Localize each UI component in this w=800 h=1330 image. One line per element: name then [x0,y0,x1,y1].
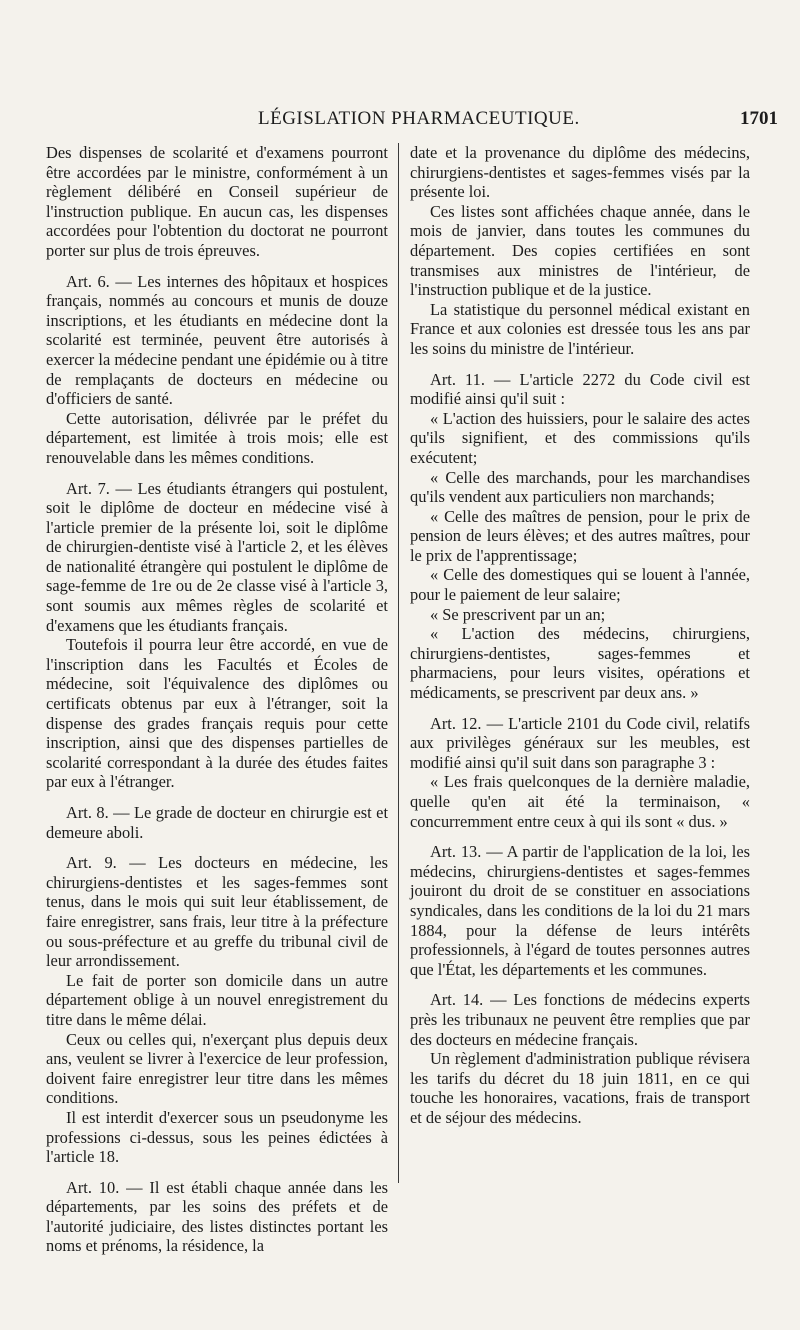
column-divider [398,143,399,1183]
quote-huissiers: « L'action des huissiers, pour le salaire des actes qu'ils signifient, et des commissions qu'ils exécutent; [410,408,750,467]
quote-marchands: « Celle des marchands, pour les marchandises qu'ils vendent aux particuliers non marchands; [410,467,750,507]
quote-medecins: « L'action des médecins, chirurgiens, chirurgiens-dentistes, sages-femmes et pharmaciens, pour leurs visites, opérations et médicaments, se prescrivent par deux ans. » [410,624,750,703]
article-7: Art. 7. — Les étudiants étrangers qui postulent, soit le diplôme de docteur en médecine visé à l'article premier de la présente loi, soit le diplôme de chirurgien-dentiste visé à l'article 2, et les élèves de nationalité étrangère qui postulent le diplôme de sage-femme de 1re ou de 2e classe visé à l'article 3, sont soumis aux mêmes règles de scolarité et d'examens que les étudiants français. [46,478,388,635]
article-13: Art. 13. — A partir de l'application de la loi, les médecins, chirurgiens-dentistes et sages-femmes jouiront du droit de se constituer en associations syndicales, dans les conditions de la loi du 21 mars 1884, pour la défense de leurs intérêts professionnels, à l'égard de toutes personnes autres que l'État, les départements et les communes. [410,842,750,979]
article-8: Art. 8. — Le grade de docteur en chirurgie est et demeure aboli. [46,803,388,842]
quote-maitres-pension: « Celle des maîtres de pension, pour le prix de pension de leurs élèves; et des autres maîtres, pour le prix de l'apprentissage; [410,506,750,565]
article-9: Art. 9. — Les docteurs en médecine, les chirurgiens-dentistes et les sages-femmes sont tenus, dans le mois qui suit leur établissement, de faire enregistrer, sans frais, leur titre à la préfecture ou sous-préfecture et au greffe du tribunal civil de leur arrondissement. [46,853,388,971]
article-12: Art. 12. — L'article 2101 du Code civil, relatifs aux privilèges généraux sur les meubles, est modifié ainsi qu'il suit dans son paragraphe 3 : [410,713,750,772]
paragraph-listes: Ces listes sont affichées chaque année, dans le mois de janvier, dans toutes les communes du département. Des copies certifiées en sont transmises aux ministres de l'intérieur, de l'instruction publique et de la justice. [410,201,750,300]
article-11: Art. 11. — L'article 2272 du Code civil est modifié ainsi qu'il suit : [410,369,750,409]
paragraph-reglement: Un règlement d'administration publique révisera les tarifs du décret du 18 juin 1811, en ce qui touche les honoraires, vacations, frais de transport et de séjour des médecins. [410,1049,750,1127]
article-6: Art. 6. — Les internes des hôpitaux et hospices français, nommés au concours et munis de douze inscriptions, et les étudiants en médecine dont la scolarité est terminée, peuvent être autorisés à exercer la médecine pendant une épidémie ou à titre de remplaçants de docteurs en médecine ou d'officiers de santé. [46,271,388,409]
page-number: 1701 [740,108,778,129]
article-14: Art. 14. — Les fonctions de médecins experts près les tribunaux ne peuvent être remplies que par des docteurs en médecine français. [410,990,750,1049]
paragraph-ceux-ou-celles: Ceux ou celles qui, n'exerçant plus depuis deux ans, veulent se livrer à l'exercice de leur profession, doivent faire enregistrer leur titre dans les mêmes conditions. [46,1029,388,1108]
paragraph-dispenses: Des dispenses de scolarité et d'examens pourront être accordées par le ministre, conformément à un règlement délibéré en Conseil supérieur de l'instruction publique. En aucun cas, les dispenses accordées pour l'obtention du doctorat ne pourront porter sur plus de trois épreuves. [46,143,388,260]
running-head [0,108,800,134]
paragraph-statistique: La statistique du personnel médical existant en France et aux colonies est dressée tous les ans par les soins du ministre de l'intérieur. [410,299,750,358]
paragraph-domicile: Le fait de porter son domicile dans un autre département oblige à un nouvel enregistrement du titre dans le même délai. [46,970,388,1029]
left-column [46,143,388,1256]
quote-frais: « Les frais quelconques de la dernière maladie, quelle qu'en ait été la terminaison, « concurremment entre ceux à qui ils sont « dus. » [410,772,750,831]
article-10: Art. 10. — Il est établi chaque année dans les départements, par les soins des préfets et de l'autorité judiciaire, des listes distinctes portant les noms et prénoms, la résidence, la [46,1177,388,1256]
right-column [410,143,750,1203]
page-title: LÉGISLATION PHARMACEUTIQUE. [258,108,580,129]
quote-prescrivent: « Se prescrivent par un an; [430,604,606,624]
paragraph-autorisation: Cette autorisation, délivrée par le préfet du département, est limitée à trois mois; elle est renouvelable dans les mêmes conditions. [46,408,388,467]
paragraph-continuation: date et la provenance du diplôme des médecins, chirurgiens-dentistes et sages-femmes visés par la présente loi. [410,143,750,202]
paragraph-toutefois: Toutefois il pourra leur être accordé, en vue de l'inscription dans les Facultés et Écoles de médecine, soit l'équivalence des diplômes ou certificats obtenus par eux à l'étranger, soit la dispense des grades français requis pour cette inscription, ainsi que des dispenses partielles de scolarité correspondant à la durée des études faites par eux à l'étranger. [46,635,388,792]
quote-domestiques: « Celle des domestiques qui se louent à l'année, pour le paiement de leur salaire; [410,565,750,605]
paragraph-pseudonyme: Il est interdit d'exercer sous un pseudonyme les professions ci-dessus, sous les peines édictées à l'article 18. [46,1107,388,1167]
